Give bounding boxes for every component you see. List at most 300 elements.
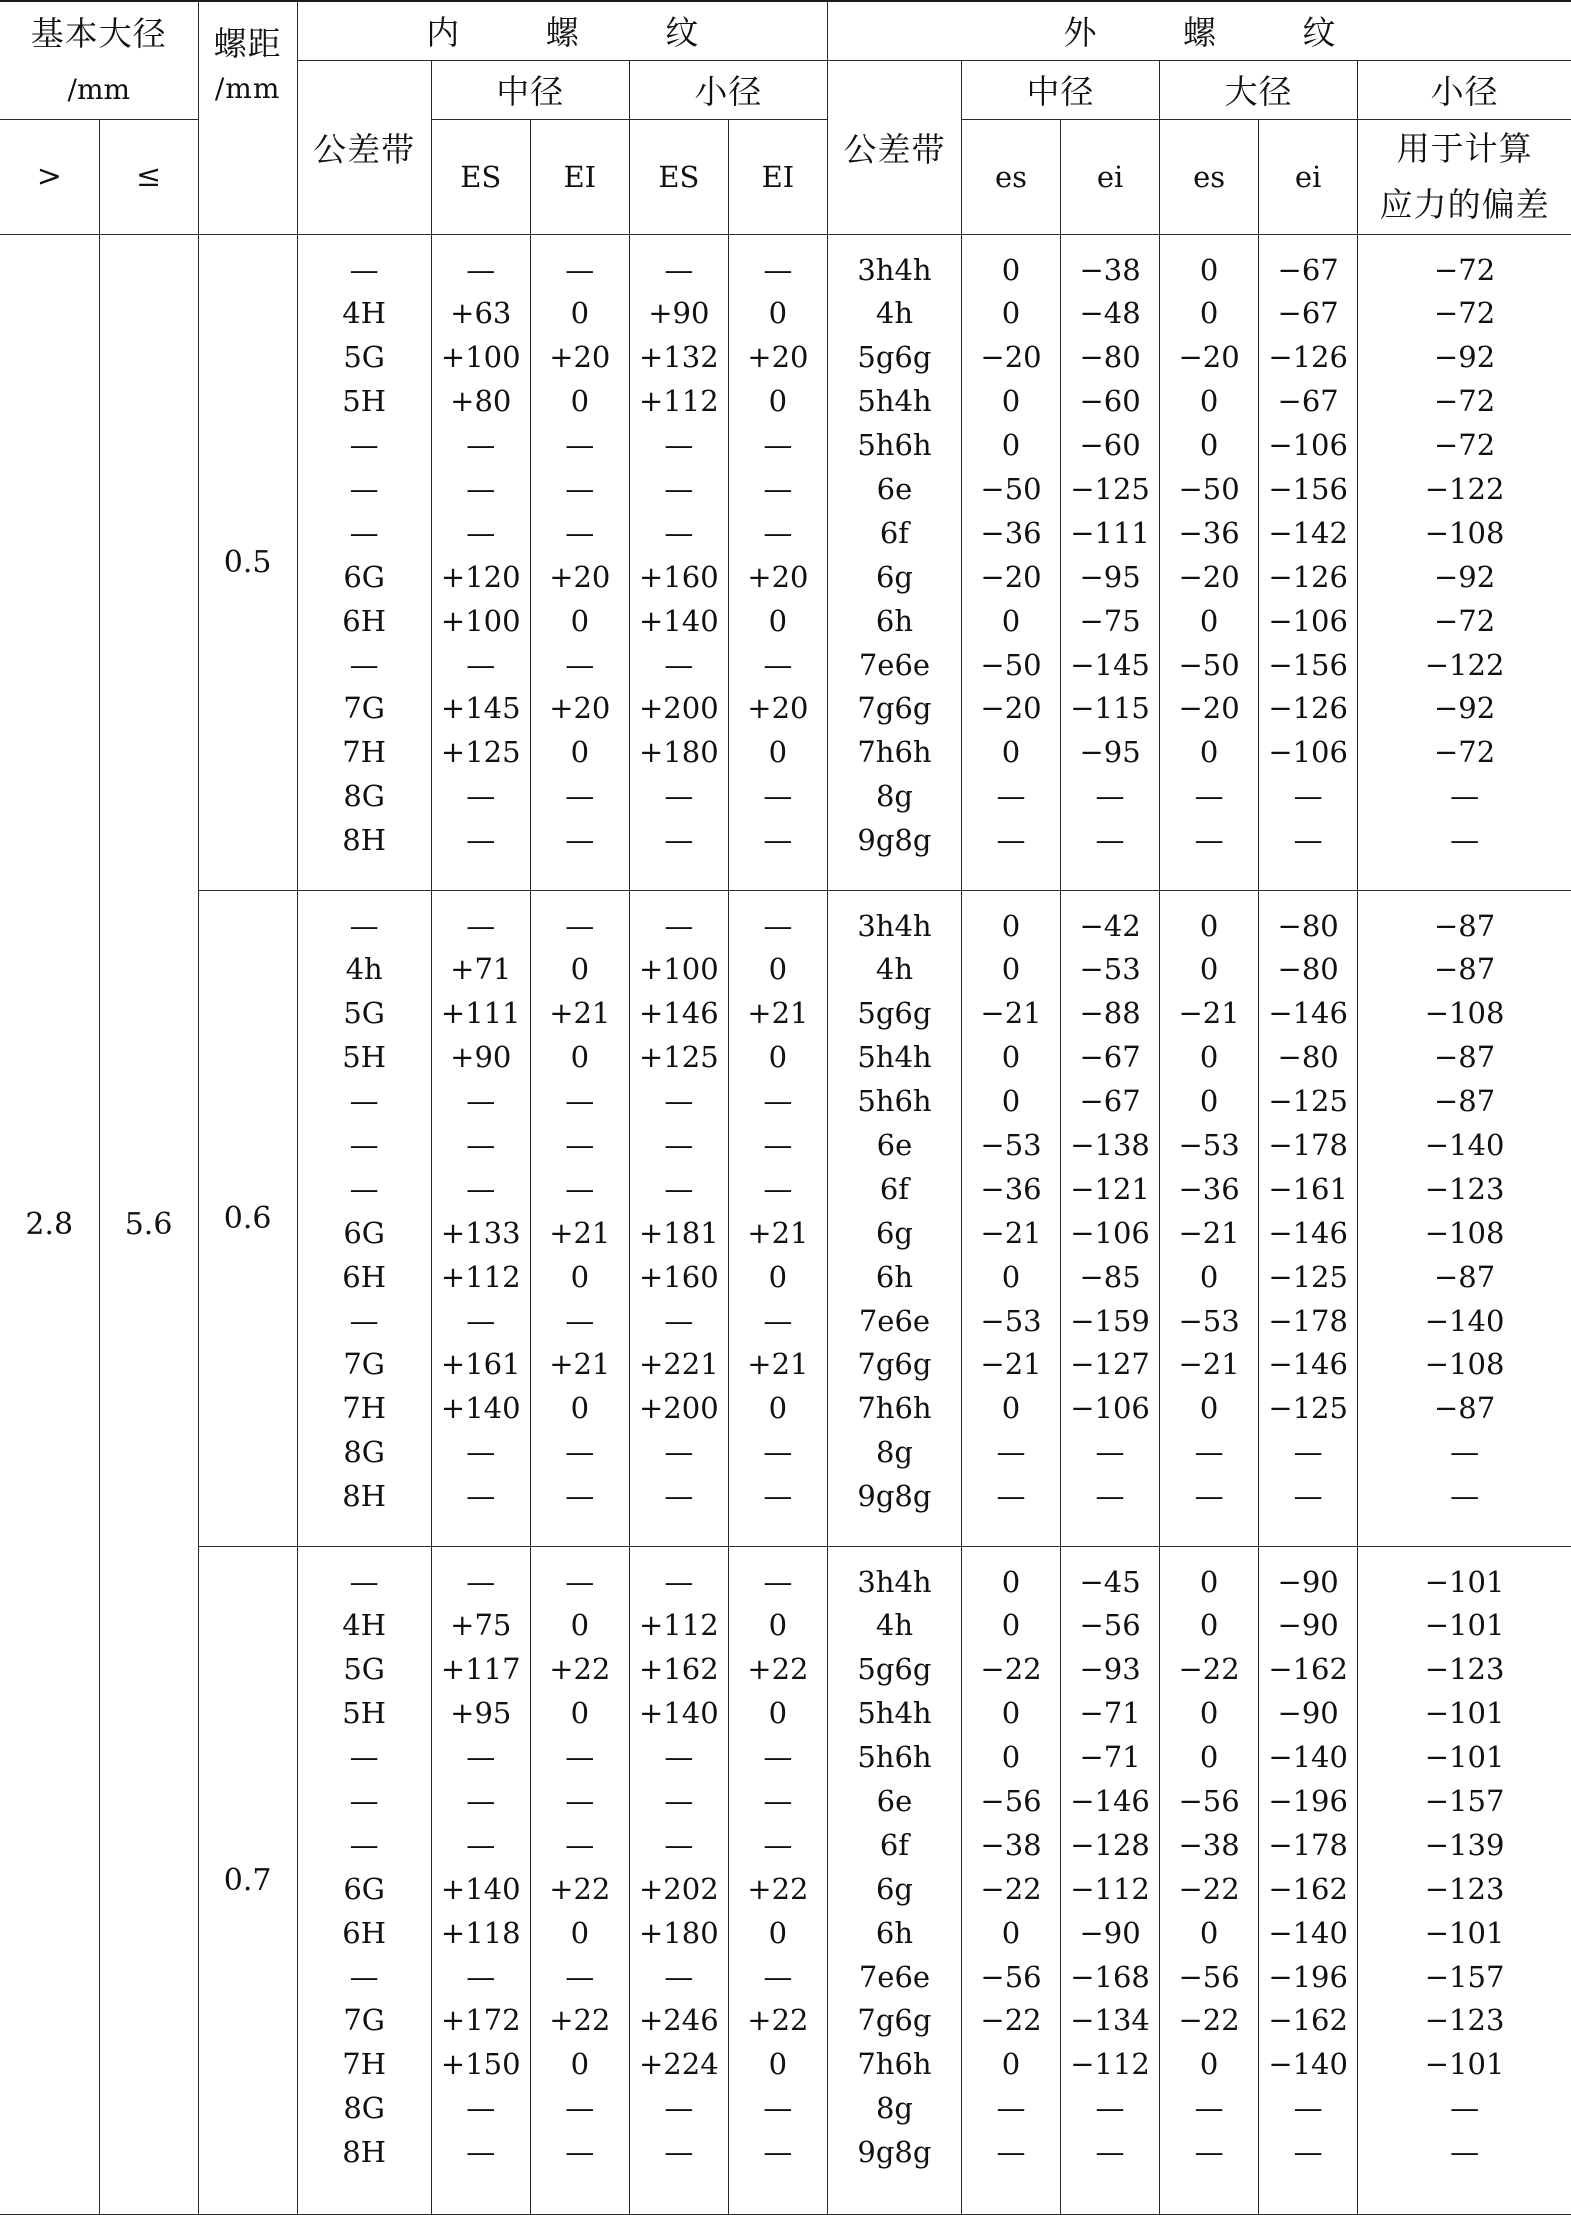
table-cell: —	[1095, 779, 1125, 814]
table-cell: +20	[549, 340, 611, 375]
table-cell: —	[565, 252, 595, 287]
table-cell: −87	[1433, 1259, 1496, 1294]
table-cell: 0	[1199, 1740, 1219, 1775]
int-pitch-dia-header: 中径	[431, 60, 629, 119]
ext-zone-column	[827, 1546, 961, 2214]
table-cell: —	[565, 779, 595, 814]
table-cell: —	[466, 428, 496, 463]
table-cell: −53	[1178, 1127, 1240, 1162]
table-cell: 0	[1199, 428, 1219, 463]
table-cell: 0	[768, 952, 788, 987]
table-cell: −20	[980, 559, 1042, 594]
table-cell: −127	[1070, 1347, 1150, 1382]
table-cell: —	[466, 1959, 496, 1994]
table-cell: −168	[1070, 1959, 1150, 1994]
table-cell: −22	[1178, 1871, 1240, 1906]
table-cell: −121	[1070, 1171, 1150, 1206]
table-cell: —	[664, 471, 694, 506]
table-cell: 8H	[342, 823, 387, 858]
int-pd-ei-column	[530, 1546, 629, 2214]
table-cell: +120	[440, 559, 521, 594]
gt-header: >	[0, 119, 99, 234]
table-cell: 7H	[342, 2047, 387, 2082]
table-cell: —	[565, 1127, 595, 1162]
table-cell: —	[664, 823, 694, 858]
table-cell: +172	[440, 2003, 521, 2038]
table-cell: +145	[440, 691, 521, 726]
table-cell: 7h6h	[857, 1391, 932, 1426]
table-cell: —	[1293, 823, 1323, 858]
internal-thread-header: 内 螺 纹	[297, 1, 827, 60]
table-cell: —	[1194, 1479, 1224, 1514]
table-cell: −67	[1079, 1040, 1141, 1075]
table-cell: 7g6g	[857, 2003, 932, 2038]
table-cell: −112	[1070, 2047, 1150, 2082]
ext-maj-es-header: es	[1160, 119, 1259, 234]
table-cell: 0	[1199, 1564, 1219, 1599]
table-cell: —	[349, 252, 379, 287]
table-cell: 0	[1001, 1915, 1021, 1950]
table-cell: —	[1450, 1435, 1480, 1470]
table-cell: −140	[1424, 1303, 1505, 1338]
table-cell: −142	[1268, 515, 1348, 550]
table-cell: −90	[1277, 1564, 1339, 1599]
table-cell: −101	[1424, 1696, 1505, 1731]
stress-deviation-header	[1358, 119, 1571, 234]
table-cell: 7H	[342, 1391, 387, 1426]
table-cell: 6H	[342, 1259, 387, 1294]
table-cell: —	[1194, 1435, 1224, 1470]
table-cell: −178	[1268, 1303, 1348, 1338]
table-cell: −146	[1268, 1215, 1348, 1250]
data-group-row	[0, 1546, 1571, 2214]
table-cell: —	[565, 2091, 595, 2126]
table-cell: 6H	[342, 1915, 387, 1950]
table-cell: —	[664, 1564, 694, 1599]
table-cell: +132	[639, 340, 719, 375]
table-cell: −156	[1268, 471, 1348, 506]
table-cell: −196	[1268, 1959, 1348, 1994]
table-cell: 7e6e	[858, 647, 931, 682]
table-cell: 0	[768, 1696, 788, 1731]
table-cell: −22	[980, 1871, 1042, 1906]
table-cell: —	[349, 515, 379, 550]
table-cell: +22	[747, 1871, 809, 1906]
table-cell: —	[996, 779, 1026, 814]
table-cell: +100	[440, 340, 521, 375]
table-cell: 0	[570, 2047, 590, 2082]
table-cell: −87	[1433, 1040, 1496, 1075]
table-cell: —	[466, 2091, 496, 2126]
table-cell: —	[1293, 1479, 1323, 1514]
table-cell: —	[466, 1171, 496, 1206]
table-cell: —	[664, 908, 694, 943]
table-cell: −145	[1070, 647, 1150, 682]
table-cell: 8H	[342, 1479, 387, 1514]
table-cell: −87	[1433, 1391, 1496, 1426]
table-cell: 5G	[343, 1652, 385, 1687]
table-cell: 0	[570, 952, 590, 987]
table-cell: −93	[1079, 1652, 1141, 1687]
table-cell: —	[466, 515, 496, 550]
table-cell: —	[664, 2135, 694, 2170]
table-cell: —	[349, 1959, 379, 1994]
table-cell: 6e	[876, 471, 913, 506]
table-cell: −90	[1277, 1608, 1339, 1643]
table-cell: −21	[980, 1215, 1042, 1250]
table-cell: −80	[1277, 1040, 1339, 1075]
table-cell: +224	[639, 2047, 719, 2082]
table-cell: −123	[1424, 1871, 1505, 1906]
table-cell: −140	[1268, 1915, 1348, 1950]
ext-pd-ei-column	[1061, 234, 1160, 890]
table-cell: —	[1194, 2091, 1224, 2126]
table-cell: −56	[980, 1959, 1042, 1994]
table-cell: 5h4h	[857, 384, 932, 419]
table-cell: 0	[1001, 1608, 1021, 1643]
table-cell: −108	[1424, 996, 1505, 1031]
external-thread-header: 外 螺 纹	[827, 1, 1571, 60]
table-cell: −125	[1070, 471, 1150, 506]
table-cell: 5H	[342, 384, 387, 419]
table-cell: 6g	[875, 559, 913, 594]
int-md-ei-column	[728, 1546, 827, 2214]
table-cell: +63	[450, 296, 512, 331]
table-cell: −22	[980, 1652, 1042, 1687]
table-cell: —	[763, 1171, 793, 1206]
table-cell: —	[763, 2135, 793, 2170]
int-pd-ei-column	[530, 234, 629, 890]
table-cell: −21	[1178, 1215, 1240, 1250]
table-cell: —	[996, 2091, 1026, 2126]
ext-maj-ei-header: ei	[1259, 119, 1358, 234]
table-cell: —	[1194, 2135, 1224, 2170]
table-cell: +90	[450, 1040, 512, 1075]
table-cell: —	[349, 1171, 379, 1206]
table-cell: 6g	[875, 1871, 913, 1906]
table-cell: 6g	[875, 1215, 913, 1250]
table-cell: −56	[1079, 1608, 1141, 1643]
table-cell: —	[763, 1127, 793, 1162]
table-cell: —	[466, 2135, 496, 2170]
table-cell: +118	[440, 1915, 521, 1950]
range-le-value: 5.6	[99, 234, 198, 2214]
table-cell: 7e6e	[858, 1303, 931, 1338]
ext-zone-column	[827, 234, 961, 890]
table-cell: —	[763, 908, 793, 943]
table-cell: —	[1095, 2135, 1125, 2170]
ext-zone-column	[827, 890, 961, 1546]
table-cell: −72	[1433, 428, 1496, 463]
table-cell: —	[349, 1084, 379, 1119]
table-cell: 0	[1001, 2047, 1021, 2082]
table-cell: 0	[1199, 1040, 1219, 1075]
ext-maj-es-column	[1160, 890, 1259, 1546]
table-cell: 0	[1001, 1740, 1021, 1775]
table-cell: —	[763, 1303, 793, 1338]
table-cell: 0	[768, 1608, 788, 1643]
table-cell: —	[763, 1435, 793, 1470]
table-cell: 5G	[343, 340, 385, 375]
table-cell: +221	[639, 1347, 719, 1382]
table-cell: —	[664, 2091, 694, 2126]
table-cell: +200	[639, 1391, 719, 1426]
ext-minor-dev-column	[1358, 1546, 1571, 2214]
table-cell: 0	[768, 1259, 788, 1294]
table-cell: —	[349, 908, 379, 943]
table-cell: —	[565, 515, 595, 550]
table-cell: −108	[1424, 1347, 1505, 1382]
pitch-value: 0.6	[198, 890, 297, 1546]
table-cell: —	[664, 1084, 694, 1119]
table-cell: −140	[1424, 1127, 1505, 1162]
table-cell: —	[565, 428, 595, 463]
table-cell: −178	[1268, 1127, 1348, 1162]
table-cell: 0	[768, 1040, 788, 1075]
table-cell: —	[466, 908, 496, 943]
int-md-es-column	[629, 234, 728, 890]
header-row-1	[0, 1, 1571, 60]
table-cell: 0	[1001, 1696, 1021, 1731]
table-cell: —	[565, 823, 595, 858]
int-pd-es-column	[431, 234, 530, 890]
table-cell: +160	[639, 1259, 719, 1294]
table-cell: 5h6h	[857, 428, 932, 463]
table-cell: —	[466, 252, 496, 287]
table-cell: +21	[747, 1215, 809, 1250]
table-cell: —	[466, 471, 496, 506]
table-cell: 0	[1001, 1564, 1021, 1599]
table-cell: —	[763, 1084, 793, 1119]
table-cell: −90	[1277, 1696, 1339, 1731]
int-zone-column	[297, 890, 431, 1546]
table-cell: 4h	[875, 952, 914, 987]
table-cell: −87	[1433, 1084, 1496, 1119]
ext-minor-dev-column	[1358, 890, 1571, 1546]
table-cell: −20	[1178, 691, 1240, 726]
table-cell: −140	[1268, 1740, 1348, 1775]
table-cell: —	[565, 1084, 595, 1119]
table-cell: −134	[1070, 2003, 1150, 2038]
stress-dev-line2: 应力的偏差	[1379, 184, 1550, 224]
table-cell: 7g6g	[857, 691, 932, 726]
table-cell: —	[1194, 823, 1224, 858]
table-cell: 0	[1001, 252, 1021, 287]
table-cell: —	[1450, 823, 1480, 858]
table-cell: −146	[1070, 1783, 1150, 1818]
table-cell: —	[763, 2091, 793, 2126]
table-cell: 7e6e	[858, 1959, 931, 1994]
table-cell: −95	[1079, 735, 1141, 770]
table-cell: 0	[1001, 384, 1021, 419]
table-cell: −140	[1268, 2047, 1348, 2082]
ext-pd-es-header: es	[961, 119, 1060, 234]
table-cell: 0	[570, 296, 590, 331]
table-cell: 3h4h	[857, 252, 932, 287]
data-group-row	[0, 890, 1571, 1546]
table-cell: −92	[1433, 340, 1496, 375]
table-cell: 6G	[343, 1871, 385, 1906]
table-cell: +125	[440, 735, 521, 770]
table-cell: 7g6g	[857, 1347, 932, 1382]
table-cell: −75	[1079, 603, 1141, 638]
table-cell: 5g6g	[857, 1652, 932, 1687]
table-cell: 0	[1001, 1084, 1021, 1119]
table-cell: —	[763, 823, 793, 858]
table-cell: 0	[768, 735, 788, 770]
table-cell: +161	[440, 1347, 521, 1382]
table-cell: 0	[768, 1391, 788, 1426]
table-cell: −123	[1424, 1171, 1505, 1206]
table-cell: —	[466, 1740, 496, 1775]
table-cell: —	[349, 471, 379, 506]
table-cell: −106	[1268, 735, 1348, 770]
table-cell: —	[349, 1564, 379, 1599]
table-cell: 5g6g	[857, 996, 932, 1031]
table-cell: −36	[980, 1171, 1042, 1206]
table-cell: —	[996, 2135, 1026, 2170]
table-cell: —	[466, 1783, 496, 1818]
table-cell: −126	[1268, 559, 1348, 594]
table-cell: +22	[549, 2003, 611, 2038]
table-cell: 6h	[875, 603, 914, 638]
table-cell: —	[466, 1479, 496, 1514]
table-cell: 4h	[875, 1608, 914, 1643]
table-cell: +20	[549, 559, 611, 594]
table-cell: −22	[980, 2003, 1042, 2038]
table-cell: +21	[549, 996, 611, 1031]
table-cell: 7G	[343, 1347, 385, 1382]
table-cell: —	[349, 428, 379, 463]
ext-pd-es-column	[961, 1546, 1060, 2214]
table-cell: +100	[440, 603, 521, 638]
table-cell: 0	[1199, 296, 1219, 331]
table-cell: −72	[1433, 384, 1496, 419]
table-cell: —	[763, 471, 793, 506]
table-cell: —	[565, 1740, 595, 1775]
table-cell: −71	[1079, 1696, 1141, 1731]
table-cell: 0	[768, 296, 788, 331]
table-cell: −67	[1079, 1084, 1141, 1119]
table-cell: +20	[747, 340, 809, 375]
ext-minor-dev-column	[1358, 234, 1571, 890]
table-cell: —	[664, 1783, 694, 1818]
int-tolerance-zone-header: 公差带	[297, 60, 431, 234]
ext-pd-ei-column	[1061, 1546, 1160, 2214]
table-cell: +112	[440, 1259, 521, 1294]
table-cell: 0	[1199, 1915, 1219, 1950]
table-cell: 0	[570, 603, 590, 638]
int-md-ei-column	[728, 234, 827, 890]
table-cell: —	[763, 1479, 793, 1514]
table-cell: —	[763, 779, 793, 814]
table-cell: −123	[1424, 2003, 1505, 2038]
table-cell: +150	[440, 2047, 521, 2082]
table-cell: +71	[450, 952, 512, 987]
table-cell: −72	[1433, 296, 1496, 331]
table-cell: −122	[1424, 471, 1505, 506]
int-md-ei-column	[728, 890, 827, 1546]
table-cell: 5g6g	[857, 340, 932, 375]
table-cell: −112	[1070, 1871, 1150, 1906]
table-cell: 7G	[343, 2003, 385, 2038]
table-cell: −21	[1178, 1347, 1240, 1382]
table-cell: +246	[639, 2003, 719, 2038]
table-cell: 3h4h	[857, 908, 932, 943]
table-cell: +181	[639, 1215, 719, 1250]
table-cell: —	[996, 823, 1026, 858]
table-cell: +200	[639, 691, 719, 726]
table-cell: −72	[1433, 735, 1496, 770]
table-cell: —	[763, 515, 793, 550]
table-cell: —	[763, 1564, 793, 1599]
table-cell: 0	[1199, 384, 1219, 419]
ext-maj-ei-column	[1259, 890, 1358, 1546]
le-header: ≤	[99, 119, 198, 234]
table-cell: +180	[639, 1915, 719, 1950]
table-cell: −50	[1178, 647, 1240, 682]
int-pd-es-column	[431, 890, 530, 1546]
table-cell: 5h6h	[857, 1740, 932, 1775]
table-cell: —	[1450, 779, 1480, 814]
table-cell: —	[664, 1303, 694, 1338]
table-cell: −21	[1178, 996, 1240, 1031]
table-cell: 6f	[879, 1171, 910, 1206]
table-cell: +133	[440, 1215, 521, 1250]
table-cell: +20	[747, 691, 809, 726]
table-cell: 0	[1199, 908, 1219, 943]
table-cell: 6h	[875, 1915, 914, 1950]
table-cell: 4H	[342, 1608, 387, 1643]
table-cell: +80	[450, 384, 512, 419]
table-cell: −108	[1424, 1215, 1505, 1250]
table-cell: —	[1293, 2135, 1323, 2170]
table-cell: —	[466, 823, 496, 858]
table-cell: 9g8g	[857, 2135, 932, 2170]
table-cell: —	[1293, 779, 1323, 814]
table-cell: −101	[1424, 1564, 1505, 1599]
table-cell: +140	[440, 1871, 521, 1906]
table-cell: −196	[1268, 1783, 1348, 1818]
table-cell: −20	[1178, 340, 1240, 375]
table-cell: −50	[1178, 471, 1240, 506]
table-cell: −139	[1424, 1827, 1505, 1862]
table-cell: —	[349, 1783, 379, 1818]
table-cell: 5h4h	[857, 1696, 932, 1731]
table-cell: 5H	[342, 1040, 387, 1075]
table-cell: 6G	[343, 559, 385, 594]
table-cell: −20	[980, 691, 1042, 726]
table-cell: −87	[1433, 952, 1496, 987]
table-cell: +21	[747, 996, 809, 1031]
table-cell: —	[466, 647, 496, 682]
table-cell: —	[349, 1827, 379, 1862]
pitch-header	[198, 1, 297, 234]
table-cell: 6H	[342, 603, 387, 638]
table-cell: +140	[440, 1391, 521, 1426]
table-cell: −36	[1178, 515, 1240, 550]
table-cell: 3h4h	[857, 1564, 932, 1599]
int-md-es-column	[629, 1546, 728, 2214]
table-cell: −128	[1070, 1827, 1150, 1862]
table-cell: −38	[1178, 1827, 1240, 1862]
table-cell: −95	[1079, 559, 1141, 594]
table-cell: 0	[1199, 735, 1219, 770]
table-cell: 5h4h	[857, 1040, 932, 1075]
table-cell: 6h	[875, 1259, 914, 1294]
ext-pd-ei-column	[1061, 890, 1160, 1546]
table-cell: —	[1095, 1435, 1125, 1470]
